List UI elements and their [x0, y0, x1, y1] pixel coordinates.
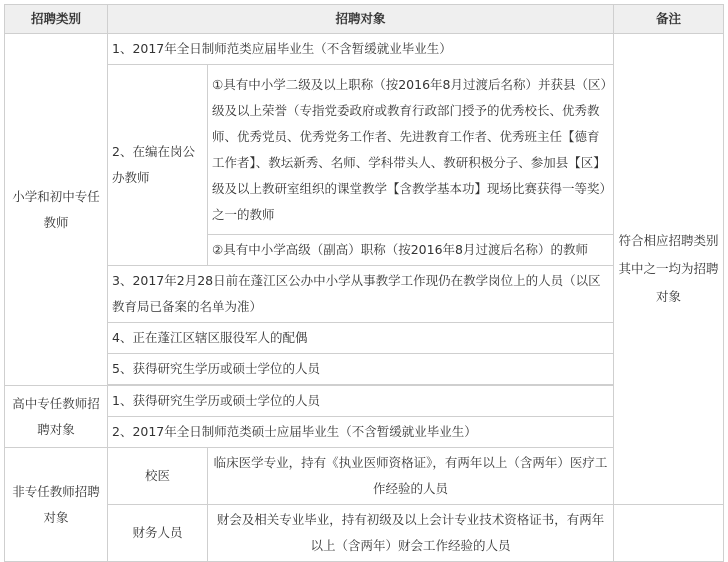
- primary-item-2-sub-1: ①具有中小学二级及以上职称（按2016年8月过渡后名称）并获县（区）级及以上荣誉（专指党委政府或教育行政部门授予的优秀校长、优秀教师、优秀党员、优秀党务工作者、先进教育工作者、优秀班主任【德育工作者】、教坛新秀、名师、学科带头人、教研积极分子、参加县【区】级及以上教研室组织的课堂教学【含教学基本功】现场比赛获得一等奖）之一的教师: [208, 65, 614, 235]
- table-row: [5, 34, 724, 65]
- category-high: 高中专任教师招聘对象: [5, 386, 108, 448]
- header-note: 备注: [614, 5, 724, 34]
- primary-item-5: 5、获得研究生学历或硕士学位的人员: [108, 354, 614, 385]
- recruitment-table: [4, 4, 724, 562]
- role-finance-req: 财会及相关专业毕业，持有初级及以上会计专业技术资格证书，有两年以上（含两年）财会工作经验的人员: [208, 505, 614, 562]
- primary-item-1: 1、2017年全日制师范类应届毕业生（不含暂缓就业毕业生）: [108, 34, 614, 65]
- high-item-1: 1、获得研究生学历或硕士学位的人员: [108, 386, 614, 417]
- table-row: [5, 505, 724, 562]
- header-target: 招聘对象: [108, 5, 614, 34]
- role-finance: 财务人员: [108, 505, 208, 562]
- high-item-2: 2、2017年全日制师范类硕士应届毕业生（不含暂缓就业毕业生）: [108, 417, 614, 448]
- note-cell: 符合相应招聘类别其中之一均为招聘对象: [614, 34, 724, 505]
- header-category: 招聘类别: [5, 5, 108, 34]
- primary-item-2-label: 2、在编在岗公办教师: [108, 65, 208, 266]
- primary-item-3: 3、2017年2月28日前在蓬江区公办中小学从事教学工作现仍在教学岗位上的人员（以区教育局已备案的名单为准）: [108, 266, 614, 323]
- primary-item-4: 4、正在蓬江区辖区服役军人的配偶: [108, 323, 614, 354]
- category-primary: 小学和初中专任教师: [5, 34, 108, 386]
- role-school-doctor: 校医: [108, 448, 208, 505]
- role-school-doctor-req: 临床医学专业，持有《执业医师资格证》，有两年以上（含两年）医疗工作经验的人员: [208, 448, 614, 505]
- note-cell-bottom: [614, 505, 724, 562]
- category-nonteacher: 非专任教师招聘对象: [5, 448, 108, 562]
- primary-item-2-sub-2: ②具有中小学高级（副高）职称（按2016年8月过渡后名称）的教师: [208, 235, 614, 266]
- header-row: [5, 5, 724, 34]
